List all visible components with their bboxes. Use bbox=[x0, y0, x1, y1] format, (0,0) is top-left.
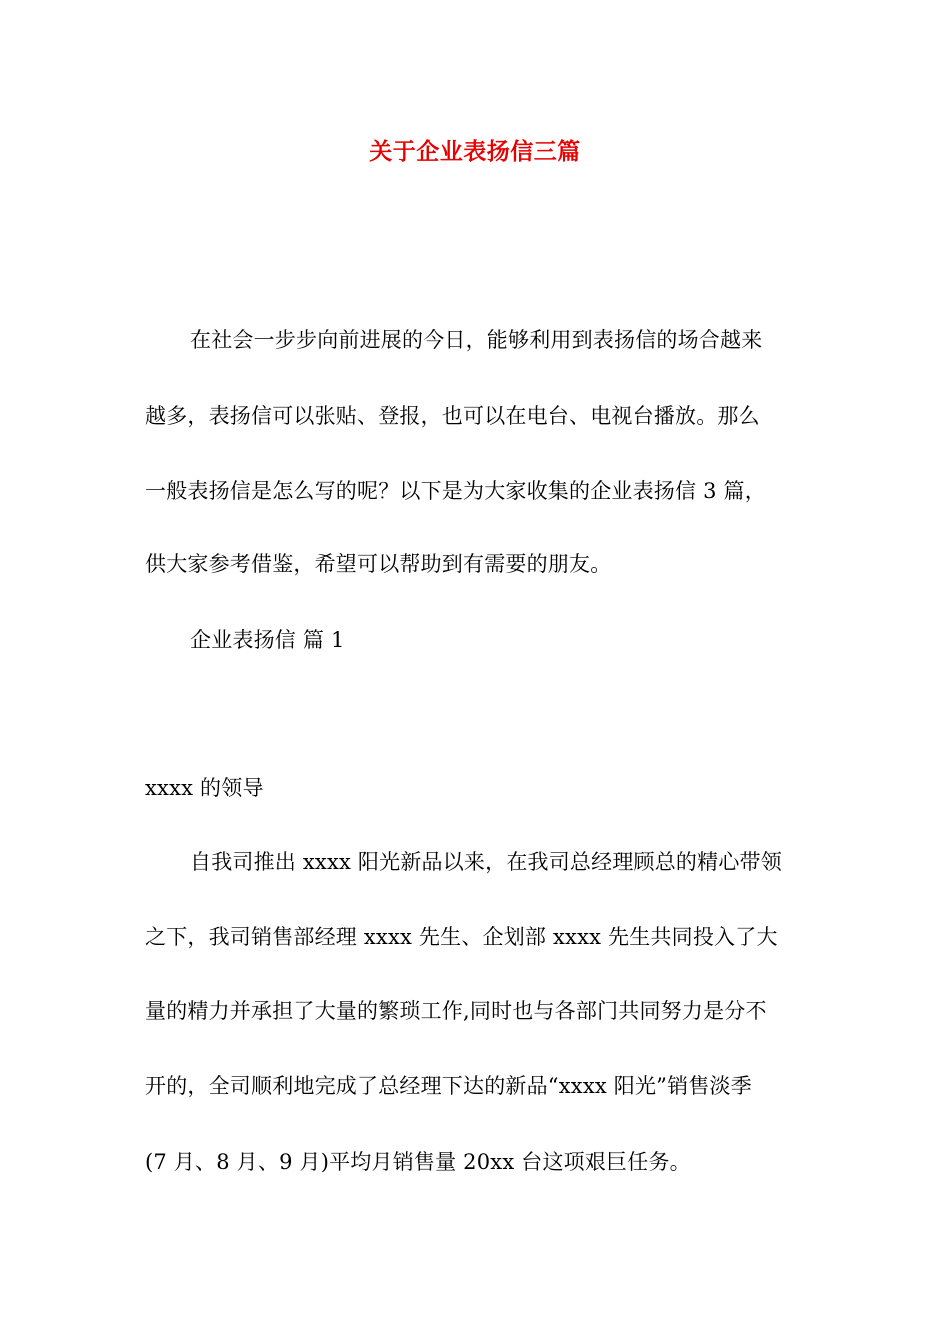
body-line-2: 之下，我司销售部经理 xxxx 先生、企划部 xxxx 先生共同投入了大 bbox=[145, 925, 778, 949]
section-heading: 企业表扬信 篇 1 bbox=[190, 628, 345, 652]
salutation: xxxx 的领导 bbox=[145, 776, 264, 800]
body-line-3: 量的精力并承担了大量的繁琐工作,同时也与各部门共同努力是分不 bbox=[145, 999, 767, 1023]
body-line-5: (7 月、8 月、9 月)平均月销售量 20xx 台这项艰巨任务。 bbox=[145, 1150, 691, 1174]
body-line-4: 开的，全司顺利地完成了总经理下达的新品“xxxx 阳光”销售淡季 bbox=[145, 1074, 752, 1098]
document-title: 关于企业表扬信三篇 bbox=[369, 138, 581, 165]
body-line-1: 自我司推出 xxxx 阳光新品以来，在我司总经理顾总的精心带领 bbox=[190, 850, 782, 874]
intro-line-1: 在社会一步步向前进展的今日，能够利用到表扬信的场合越来 bbox=[190, 328, 763, 352]
intro-line-4: 供大家参考借鉴，希望可以帮助到有需要的朋友。 bbox=[145, 552, 612, 576]
intro-line-3: 一般表扬信是怎么写的呢？以下是为大家收集的企业表扬信 3 篇， bbox=[145, 479, 766, 503]
intro-line-2: 越多，表扬信可以张贴、登报，也可以在电台、电视台播放。那么 bbox=[145, 404, 760, 428]
